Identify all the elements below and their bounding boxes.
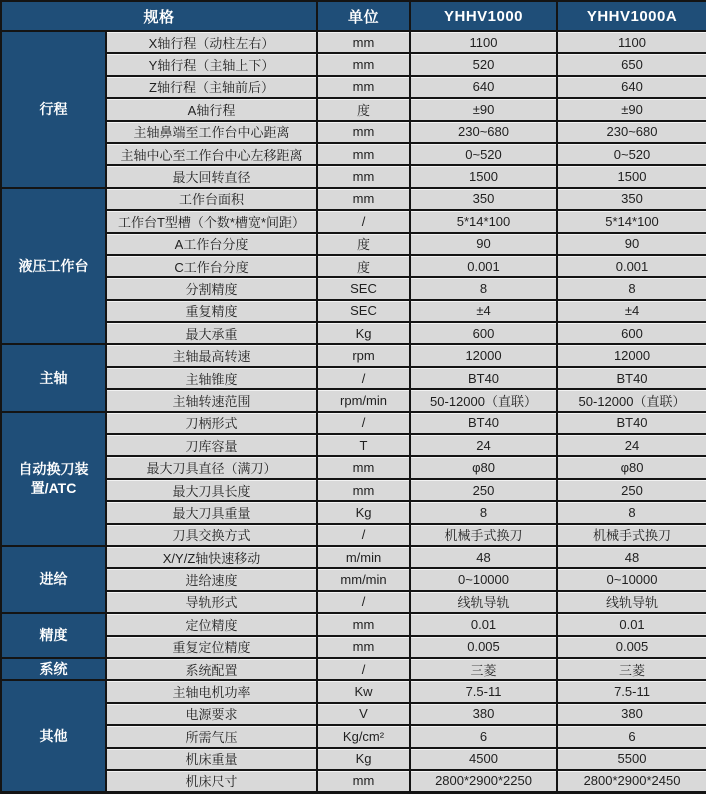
- table-row: [1, 277, 706, 299]
- value-cell-model2: 机械手式换刀: [557, 524, 706, 546]
- category-cell-system: 系统: [1, 658, 106, 680]
- table-row: [1, 412, 706, 434]
- spec-label-cell: 最大承重: [106, 322, 317, 344]
- spec-label-cell: 重复定位精度: [106, 636, 317, 658]
- value-cell-model1: ±90: [410, 98, 557, 120]
- table-row: [1, 300, 706, 322]
- value-cell-model2: 1500: [557, 165, 706, 187]
- value-cell-model1: 0.001: [410, 255, 557, 277]
- unit-cell: 度: [317, 233, 410, 255]
- value-cell-model1: 0~10000: [410, 568, 557, 590]
- spec-label-cell: 机床尺寸: [106, 770, 317, 792]
- value-cell-model2: 350: [557, 188, 706, 210]
- unit-cell: SEC: [317, 300, 410, 322]
- unit-cell: SEC: [317, 277, 410, 299]
- unit-cell: mm: [317, 456, 410, 478]
- table-row: [1, 389, 706, 411]
- table-row: [1, 98, 706, 120]
- value-cell-model1: 8: [410, 277, 557, 299]
- unit-cell: Kw: [317, 680, 410, 702]
- unit-cell: rpm: [317, 344, 410, 366]
- unit-cell: rpm/min: [317, 389, 410, 411]
- category-cell-spindle: 主轴: [1, 344, 106, 411]
- unit-cell: mm: [317, 479, 410, 501]
- spec-label-cell: 主轴最高转速: [106, 344, 317, 366]
- table-row: [1, 322, 706, 344]
- value-cell-model2: 5*14*100: [557, 210, 706, 232]
- value-cell-model2: ±90: [557, 98, 706, 120]
- value-cell-model2: 380: [557, 703, 706, 725]
- value-cell-model1: 2800*2900*2250: [410, 770, 557, 792]
- value-cell-model1: 6: [410, 725, 557, 747]
- value-cell-model2: 线轨导轨: [557, 591, 706, 613]
- table-row: [1, 770, 706, 792]
- value-cell-model1: φ80: [410, 456, 557, 478]
- value-cell-model1: 230~680: [410, 121, 557, 143]
- table-row: [1, 568, 706, 590]
- spec-label-cell: 系统配置: [106, 658, 317, 680]
- spec-label-cell: 导轨形式: [106, 591, 317, 613]
- unit-cell: mm: [317, 770, 410, 792]
- unit-cell: mm: [317, 31, 410, 53]
- value-cell-model1: ±4: [410, 300, 557, 322]
- unit-cell: mm: [317, 613, 410, 635]
- table-row: [1, 233, 706, 255]
- spec-label-cell: 刀柄形式: [106, 412, 317, 434]
- value-cell-model2: 250: [557, 479, 706, 501]
- unit-cell: Kg: [317, 748, 410, 770]
- spec-label-cell: Z轴行程（主轴前后）: [106, 76, 317, 98]
- spec-label-cell: 主轴锥度: [106, 367, 317, 389]
- table-row: [1, 53, 706, 75]
- value-cell-model1: 24: [410, 434, 557, 456]
- value-cell-model2: φ80: [557, 456, 706, 478]
- table-row: [1, 344, 706, 366]
- value-cell-model1: BT40: [410, 367, 557, 389]
- unit-cell: /: [317, 412, 410, 434]
- table-row: [1, 748, 706, 770]
- spec-label-cell: 最大回转直径: [106, 165, 317, 187]
- spec-label-cell: 主轴中心至工作台中心左移距离: [106, 143, 317, 165]
- spec-label-cell: A工作台分度: [106, 233, 317, 255]
- value-cell-model1: 50-12000（直联）: [410, 389, 557, 411]
- value-cell-model2: 90: [557, 233, 706, 255]
- table-row: [1, 143, 706, 165]
- value-cell-model2: ±4: [557, 300, 706, 322]
- spec-label-cell: 最大刀具直径（满刀）: [106, 456, 317, 478]
- spec-label-cell: 定位精度: [106, 613, 317, 635]
- value-cell-model2: 24: [557, 434, 706, 456]
- value-cell-model1: 640: [410, 76, 557, 98]
- category-cell-accuracy: 精度: [1, 613, 106, 658]
- value-cell-model2: 6: [557, 725, 706, 747]
- unit-cell: /: [317, 210, 410, 232]
- table-row: [1, 546, 706, 568]
- category-cell-feed: 进给: [1, 546, 106, 613]
- table-row: [1, 255, 706, 277]
- spec-label-cell: 分割精度: [106, 277, 317, 299]
- value-cell-model2: 0.01: [557, 613, 706, 635]
- unit-cell: /: [317, 591, 410, 613]
- category-cell-other: 其他: [1, 680, 106, 792]
- value-cell-model2: 三菱: [557, 658, 706, 680]
- spec-label-cell: 最大刀具长度: [106, 479, 317, 501]
- value-cell-model1: 350: [410, 188, 557, 210]
- unit-cell: Kg/cm²: [317, 725, 410, 747]
- spec-label-cell: 主轴电机功率: [106, 680, 317, 702]
- category-cell-travel: 行程: [1, 31, 106, 188]
- spec-label-cell: 刀库容量: [106, 434, 317, 456]
- value-cell-model1: 4500: [410, 748, 557, 770]
- unit-cell: m/min: [317, 546, 410, 568]
- value-cell-model2: 5500: [557, 748, 706, 770]
- table-row: [1, 31, 706, 53]
- value-cell-model1: 机械手式换刀: [410, 524, 557, 546]
- value-cell-model1: 250: [410, 479, 557, 501]
- value-cell-model1: 7.5-11: [410, 680, 557, 702]
- value-cell-model2: 640: [557, 76, 706, 98]
- value-cell-model2: 48: [557, 546, 706, 568]
- value-cell-model1: 5*14*100: [410, 210, 557, 232]
- spec-label-cell: 刀具交换方式: [106, 524, 317, 546]
- table-row: [1, 524, 706, 546]
- value-cell-model1: BT40: [410, 412, 557, 434]
- spec-label-cell: 工作台T型槽（个数*槽宽*间距）: [106, 210, 317, 232]
- spec-label-cell: 进给速度: [106, 568, 317, 590]
- spec-label-cell: A轴行程: [106, 98, 317, 120]
- value-cell-model2: BT40: [557, 412, 706, 434]
- unit-cell: V: [317, 703, 410, 725]
- value-cell-model1: 三菱: [410, 658, 557, 680]
- category-cell-hydraulic-table: 液压工作台: [1, 188, 106, 345]
- value-cell-model2: 0~10000: [557, 568, 706, 590]
- table-row: [1, 725, 706, 747]
- table-row: [1, 165, 706, 187]
- value-cell-model2: 1100: [557, 31, 706, 53]
- unit-cell: Kg: [317, 501, 410, 523]
- value-cell-model2: 600: [557, 322, 706, 344]
- table-row: [1, 121, 706, 143]
- table-row: [1, 680, 706, 702]
- value-cell-model2: 230~680: [557, 121, 706, 143]
- value-cell-model1: 520: [410, 53, 557, 75]
- value-cell-model2: 0~520: [557, 143, 706, 165]
- value-cell-model1: 380: [410, 703, 557, 725]
- value-cell-model1: 90: [410, 233, 557, 255]
- value-cell-model1: 0~520: [410, 143, 557, 165]
- spec-label-cell: 主轴转速范围: [106, 389, 317, 411]
- value-cell-model2: 7.5-11: [557, 680, 706, 702]
- value-cell-model1: 600: [410, 322, 557, 344]
- spec-label-cell: 所需气压: [106, 725, 317, 747]
- unit-cell: mm/min: [317, 568, 410, 590]
- table-header-model2: YHHV1000A: [557, 1, 706, 31]
- table-row: [1, 367, 706, 389]
- spec-label-cell: 机床重量: [106, 748, 317, 770]
- unit-cell: Kg: [317, 322, 410, 344]
- value-cell-model1: 12000: [410, 344, 557, 366]
- unit-cell: mm: [317, 188, 410, 210]
- table-header-model1: YHHV1000: [410, 1, 557, 31]
- table-row: [1, 188, 706, 210]
- value-cell-model2: 12000: [557, 344, 706, 366]
- value-cell-model2: 0.001: [557, 255, 706, 277]
- table-row: [1, 636, 706, 658]
- value-cell-model2: 8: [557, 277, 706, 299]
- spec-label-cell: Y轴行程（主轴上下）: [106, 53, 317, 75]
- spec-label-cell: 电源要求: [106, 703, 317, 725]
- unit-cell: mm: [317, 165, 410, 187]
- spec-label-cell: X轴行程（动柱左右）: [106, 31, 317, 53]
- spec-label-cell: 重复精度: [106, 300, 317, 322]
- table-row: [1, 76, 706, 98]
- table-row: [1, 501, 706, 523]
- spec-label-cell: 主轴鼻端至工作台中心距离: [106, 121, 317, 143]
- table-row: [1, 703, 706, 725]
- unit-cell: mm: [317, 636, 410, 658]
- value-cell-model2: 8: [557, 501, 706, 523]
- spec-label-cell: C工作台分度: [106, 255, 317, 277]
- value-cell-model2: 2800*2900*2450: [557, 770, 706, 792]
- value-cell-model1: 0.005: [410, 636, 557, 658]
- table-row: [1, 613, 706, 635]
- value-cell-model1: 1500: [410, 165, 557, 187]
- unit-cell: 度: [317, 98, 410, 120]
- unit-cell: /: [317, 524, 410, 546]
- table-row: [1, 456, 706, 478]
- value-cell-model2: 650: [557, 53, 706, 75]
- unit-cell: mm: [317, 121, 410, 143]
- value-cell-model1: 8: [410, 501, 557, 523]
- unit-cell: mm: [317, 53, 410, 75]
- spec-label-cell: 工作台面积: [106, 188, 317, 210]
- value-cell-model1: 1100: [410, 31, 557, 53]
- value-cell-model2: 50-12000（直联）: [557, 389, 706, 411]
- unit-cell: T: [317, 434, 410, 456]
- table-row: [1, 658, 706, 680]
- value-cell-model1: 线轨导轨: [410, 591, 557, 613]
- spec-label-cell: X/Y/Z轴快速移动: [106, 546, 317, 568]
- table-row: [1, 434, 706, 456]
- table-header-unit: 单位: [317, 1, 410, 31]
- table-header-spec: 规格: [1, 1, 317, 31]
- table-header-row: [1, 1, 706, 31]
- unit-cell: 度: [317, 255, 410, 277]
- value-cell-model2: 0.005: [557, 636, 706, 658]
- value-cell-model1: 0.01: [410, 613, 557, 635]
- unit-cell: mm: [317, 143, 410, 165]
- table-row: [1, 591, 706, 613]
- unit-cell: mm: [317, 76, 410, 98]
- spec-label-cell: 最大刀具重量: [106, 501, 317, 523]
- unit-cell: /: [317, 658, 410, 680]
- value-cell-model1: 48: [410, 546, 557, 568]
- table-row: [1, 210, 706, 232]
- category-cell-atc: 自动换刀装置/ATC: [1, 412, 106, 546]
- unit-cell: /: [317, 367, 410, 389]
- value-cell-model2: BT40: [557, 367, 706, 389]
- table-row: [1, 479, 706, 501]
